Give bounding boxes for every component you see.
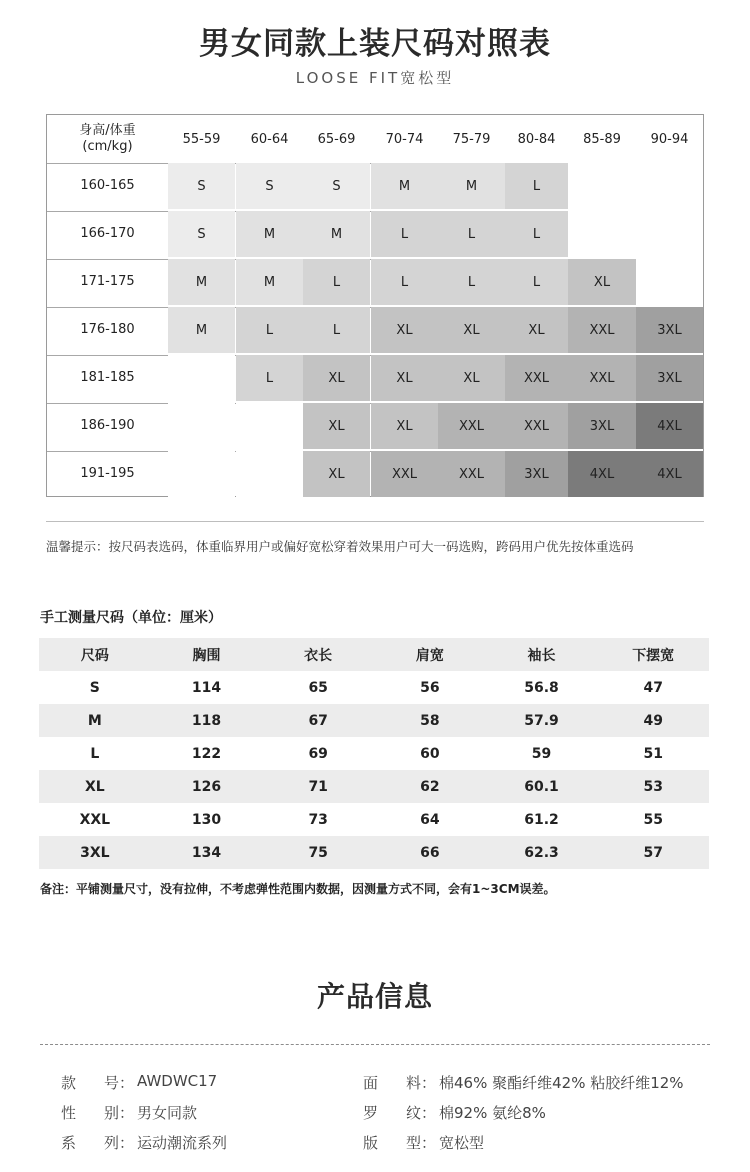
table-cell: 51 bbox=[643, 745, 663, 762]
matrix-row bbox=[47, 355, 703, 403]
weight-header: 70-74 bbox=[385, 131, 424, 147]
info-label-char: 别： bbox=[104, 1104, 135, 1122]
size-cell: L bbox=[438, 211, 505, 257]
size-cell: XXL bbox=[371, 451, 438, 497]
product-info-item bbox=[61, 1102, 197, 1123]
matrix-row bbox=[47, 403, 703, 451]
measure-note: 备注：平铺测量尺寸，没有拉伸，不考虑弹性范围内数据，因测量方式不同，会有1~3CM误差。 bbox=[40, 882, 556, 896]
table-cell: 55 bbox=[643, 811, 663, 828]
info-label-char: 罗 bbox=[363, 1104, 379, 1122]
height-label: 171-175 bbox=[80, 274, 135, 289]
size-cell: S bbox=[303, 163, 370, 209]
table-cell: XXL bbox=[79, 811, 111, 828]
table-cell: 134 bbox=[191, 844, 222, 861]
info-label-char: 列： bbox=[104, 1134, 135, 1152]
size-cell: XXL bbox=[505, 403, 568, 449]
size-cell: S bbox=[168, 211, 235, 257]
matrix-row bbox=[47, 451, 703, 499]
size-cell: L bbox=[505, 259, 568, 305]
table-cell: 62.3 bbox=[524, 844, 559, 861]
size-cell: XXL bbox=[568, 355, 636, 401]
size-cell: XL bbox=[568, 259, 636, 305]
size-cell: M bbox=[438, 163, 505, 209]
weight-header: 80-84 bbox=[517, 131, 556, 147]
size-cell: M bbox=[168, 259, 235, 305]
table-header-row bbox=[39, 638, 709, 671]
size-cell: XL bbox=[303, 403, 370, 449]
table-cell: 59 bbox=[531, 745, 552, 762]
matrix-row bbox=[47, 307, 703, 355]
weight-header: 55-59 bbox=[182, 131, 221, 147]
size-cell: L bbox=[371, 259, 438, 305]
table-cell: S bbox=[89, 679, 100, 696]
height-label: 191-195 bbox=[80, 466, 135, 481]
height-label: 181-185 bbox=[80, 370, 135, 385]
height-label: 186-190 bbox=[80, 418, 135, 433]
table-row bbox=[39, 737, 709, 770]
size-cell: L bbox=[505, 211, 568, 257]
size-cell: M bbox=[168, 307, 235, 353]
info-value: 棉46% 聚酯纤维42% 粘胶纤维12% bbox=[439, 1074, 684, 1092]
info-label-char: 款 bbox=[61, 1074, 77, 1092]
info-label bbox=[61, 1072, 137, 1093]
table-cell: 衣长 bbox=[304, 647, 333, 664]
size-cell: XL bbox=[371, 355, 438, 401]
size-cell: XL bbox=[371, 307, 438, 353]
info-label-char: 料： bbox=[406, 1074, 437, 1092]
weight-header: 75-79 bbox=[452, 131, 491, 147]
info-label-char: 性 bbox=[61, 1104, 77, 1122]
table-cell: 袖长 bbox=[527, 647, 556, 664]
table-cell: 56 bbox=[420, 679, 440, 696]
table-cell: 57 bbox=[643, 844, 663, 861]
info-label bbox=[61, 1102, 137, 1123]
size-cell: XXL bbox=[438, 403, 505, 449]
height-label: 160-165 bbox=[80, 178, 135, 193]
size-cell: XXL bbox=[438, 451, 505, 497]
table-row bbox=[39, 836, 709, 869]
table-cell: 130 bbox=[191, 811, 222, 828]
size-cell: XXL bbox=[505, 355, 568, 401]
table-cell: 49 bbox=[643, 712, 663, 729]
size-cell: L bbox=[303, 259, 370, 305]
corner-line-1: 身高/体重 bbox=[79, 123, 136, 138]
table-cell: 60.1 bbox=[524, 778, 559, 795]
info-label-char: 型： bbox=[406, 1134, 437, 1152]
table-cell: 67 bbox=[308, 712, 328, 729]
size-cell bbox=[568, 211, 636, 257]
table-cell: 71 bbox=[308, 778, 328, 795]
size-cell: XL bbox=[438, 307, 505, 353]
matrix-corner-label bbox=[47, 115, 168, 163]
size-cell bbox=[636, 259, 703, 305]
size-cell: M bbox=[236, 211, 303, 257]
measurement-table bbox=[39, 638, 709, 869]
size-cell: 3XL bbox=[636, 355, 703, 401]
table-row bbox=[39, 803, 709, 836]
info-label-char: 版 bbox=[363, 1134, 379, 1152]
info-label-char: 号： bbox=[104, 1074, 135, 1092]
info-label-char: 系 bbox=[61, 1134, 77, 1152]
info-label bbox=[61, 1132, 137, 1153]
info-label bbox=[363, 1102, 439, 1123]
table-cell: 118 bbox=[191, 712, 222, 729]
height-label: 166-170 bbox=[80, 226, 135, 241]
weight-header: 85-89 bbox=[583, 131, 621, 147]
table-cell: 56.8 bbox=[524, 679, 559, 696]
table-row bbox=[39, 704, 709, 737]
matrix-row bbox=[47, 259, 703, 307]
table-cell: 肩宽 bbox=[415, 647, 444, 664]
table-cell: 47 bbox=[643, 679, 663, 696]
matrix-row bbox=[47, 211, 703, 259]
info-label-char: 面 bbox=[363, 1074, 379, 1092]
table-cell: 53 bbox=[643, 778, 663, 795]
size-cell: M bbox=[371, 163, 438, 209]
table-cell: 75 bbox=[308, 844, 328, 861]
table-cell: 126 bbox=[191, 778, 222, 795]
weight-header: 65-69 bbox=[317, 131, 356, 147]
info-value: 男女同款 bbox=[137, 1104, 198, 1122]
divider bbox=[46, 521, 704, 522]
matrix-header-row bbox=[47, 115, 703, 163]
corner-line-2: (cm/kg) bbox=[82, 139, 133, 154]
size-matrix bbox=[46, 114, 704, 497]
product-info-heading: 产品信息 bbox=[316, 980, 433, 1013]
page-subtitle: LOOSE FIT宽松型 bbox=[295, 69, 455, 87]
table-cell: 61.2 bbox=[524, 811, 559, 828]
product-info-item bbox=[363, 1132, 484, 1153]
size-cell: XL bbox=[505, 307, 568, 353]
table-cell: 69 bbox=[308, 745, 328, 762]
size-cell bbox=[568, 163, 636, 209]
size-cell: 3XL bbox=[568, 403, 636, 449]
table-cell: 下摆宽 bbox=[632, 647, 675, 664]
size-cell: XL bbox=[303, 355, 370, 401]
size-cell: L bbox=[438, 259, 505, 305]
product-info-item bbox=[363, 1102, 546, 1123]
size-cell: L bbox=[303, 307, 370, 353]
size-cell: 4XL bbox=[568, 451, 636, 497]
size-cell: M bbox=[303, 211, 370, 257]
info-label bbox=[363, 1072, 439, 1093]
size-cell: XL bbox=[303, 451, 370, 497]
size-cell bbox=[236, 451, 303, 497]
table-cell: 64 bbox=[420, 811, 440, 828]
info-value: 棉92% 氨纶8% bbox=[439, 1104, 546, 1122]
table-cell: 尺码 bbox=[80, 647, 109, 664]
measure-heading: 手工测量尺码（单位：厘米） bbox=[40, 610, 222, 626]
table-cell: L bbox=[90, 745, 100, 762]
size-cell bbox=[236, 403, 303, 449]
size-cell bbox=[636, 211, 703, 257]
weight-header: 60-64 bbox=[250, 131, 289, 147]
info-label-char: 纹： bbox=[406, 1104, 437, 1122]
size-cell: S bbox=[168, 163, 235, 209]
size-cell: L bbox=[505, 163, 568, 209]
table-cell: 58 bbox=[420, 712, 440, 729]
table-cell: 73 bbox=[308, 811, 328, 828]
info-label bbox=[363, 1132, 439, 1153]
info-value: 运动潮流系列 bbox=[137, 1134, 228, 1152]
table-cell: 114 bbox=[191, 679, 222, 696]
size-cell: S bbox=[236, 163, 303, 209]
table-row bbox=[39, 770, 709, 803]
size-cell: 4XL bbox=[636, 451, 703, 497]
size-cell bbox=[636, 163, 703, 209]
size-cell: 3XL bbox=[636, 307, 703, 353]
table-cell: 66 bbox=[420, 844, 440, 861]
table-cell: 122 bbox=[191, 745, 222, 762]
size-cell: 3XL bbox=[505, 451, 568, 497]
page-title: 男女同款上装尺码对照表 bbox=[199, 26, 551, 62]
product-info-item bbox=[61, 1132, 227, 1153]
info-value: 宽松型 bbox=[439, 1134, 485, 1152]
table-cell: 57.9 bbox=[524, 712, 559, 729]
table-cell: 60 bbox=[420, 745, 440, 762]
table-cell: 3XL bbox=[80, 844, 110, 861]
size-cell bbox=[168, 355, 235, 401]
size-cell: XL bbox=[371, 403, 438, 449]
table-cell: XL bbox=[84, 778, 105, 795]
height-label: 176-180 bbox=[80, 322, 135, 337]
weight-header: 90-94 bbox=[650, 131, 689, 147]
table-cell: 65 bbox=[308, 679, 328, 696]
product-info-item bbox=[61, 1072, 217, 1093]
size-cell: 4XL bbox=[636, 403, 703, 449]
size-cell: XXL bbox=[568, 307, 636, 353]
size-tip: 温馨提示：按尺码表选码，体重临界用户或偏好宽松穿着效果用户可大一码选购，跨码用户优先按体重选码 bbox=[46, 539, 634, 554]
matrix-row bbox=[47, 163, 703, 211]
size-cell: L bbox=[236, 355, 303, 401]
size-cell bbox=[168, 451, 235, 497]
size-cell: L bbox=[371, 211, 438, 257]
table-row bbox=[39, 671, 709, 704]
size-cell: L bbox=[236, 307, 303, 353]
table-cell: M bbox=[87, 712, 102, 729]
table-cell: 62 bbox=[420, 778, 440, 795]
size-cell bbox=[168, 403, 235, 449]
product-info-item bbox=[363, 1072, 684, 1093]
info-value: AWDWC17 bbox=[137, 1072, 218, 1090]
dashed-divider bbox=[40, 1044, 710, 1045]
size-cell: M bbox=[236, 259, 303, 305]
size-cell: XL bbox=[438, 355, 505, 401]
table-cell: 胸围 bbox=[192, 647, 221, 664]
